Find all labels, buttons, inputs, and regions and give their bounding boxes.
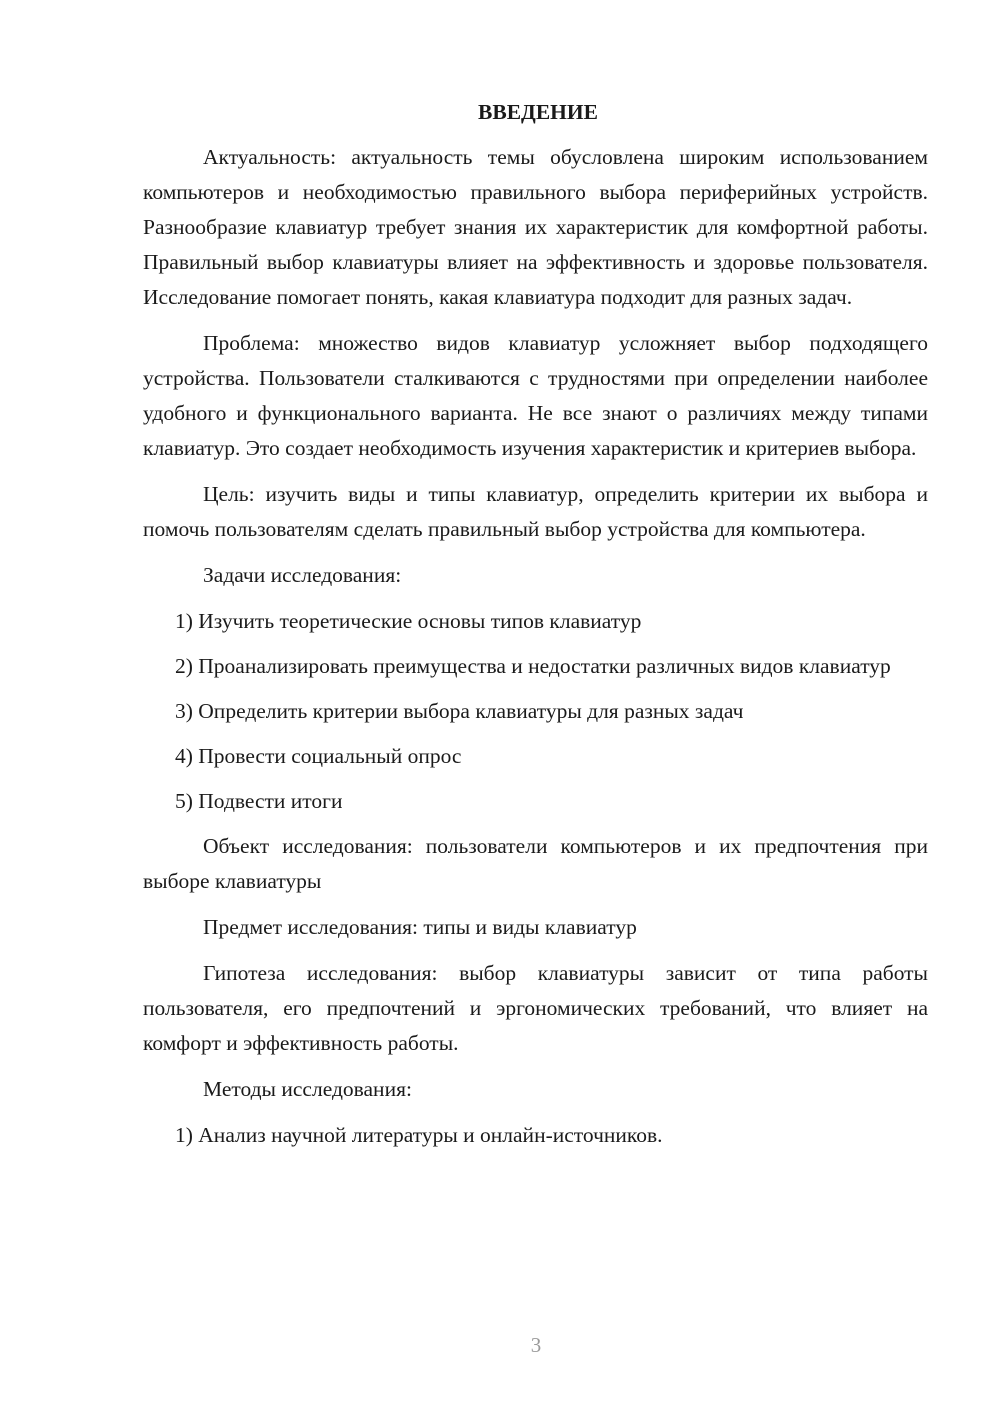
hypothesis-paragraph: Гипотеза исследования: выбор клавиатуры зависит от типа работы пользователя, его предпочтений и эргономических требований, что влияет на комфорт и эффективность работы. (143, 961, 928, 1055)
problem-paragraph: Проблема: множество видов клавиатур усложняет выбор подходящего устройства. Пользователи сталкиваются с трудностями при определении наиболее удобного и функционального варианта. Не все знают о различиях между типами клавиатур. Это создает необходимость изучения характеристик и критериев выбора. (143, 331, 928, 460)
object-paragraph: Объект исследования: пользователи компьютеров и их предпочтения при выборе клавиатуры (143, 834, 928, 893)
task-item-1: 1) Изучить теоретические основы типов клавиатур (175, 609, 642, 633)
task-item-2: 2) Проанализировать преимущества и недостатки различных видов клавиатур (175, 654, 891, 678)
page-title: ВВЕДЕНИЕ (478, 100, 598, 124)
goal-paragraph: Цель: изучить виды и типы клавиатур, определить критерии их выбора и помочь пользователям сделать правильный выбор устройства для компьютера. (143, 482, 928, 541)
task-item-4: 4) Провести социальный опрос (175, 744, 462, 768)
tasks-heading: Задачи исследования: (203, 563, 402, 587)
method-item-1: 1) Анализ научной литературы и онлайн-источников. (175, 1123, 663, 1147)
page-number: 3 (530, 1333, 542, 1357)
subject-paragraph: Предмет исследования: типы и виды клавиатур (203, 915, 637, 939)
methods-heading: Методы исследования: (203, 1077, 412, 1101)
task-item-3: 3) Определить критерии выбора клавиатуры для разных задач (175, 699, 744, 723)
relevance-paragraph: Актуальность: актуальность темы обусловлена широким использованием компьютеров и необходимостью правильного выбора периферийных устройств. Разнообразие клавиатур требует знания их характеристик для комфортной работы. Правильный выбор клавиатуры влияет на эффективность и здоровье пользователя. Исследование помогает понять, какая клавиатура подходит для разных задач. (143, 145, 928, 309)
document-page (143, 95, 928, 1163)
task-item-5: 5) Подвести итоги (175, 789, 343, 813)
